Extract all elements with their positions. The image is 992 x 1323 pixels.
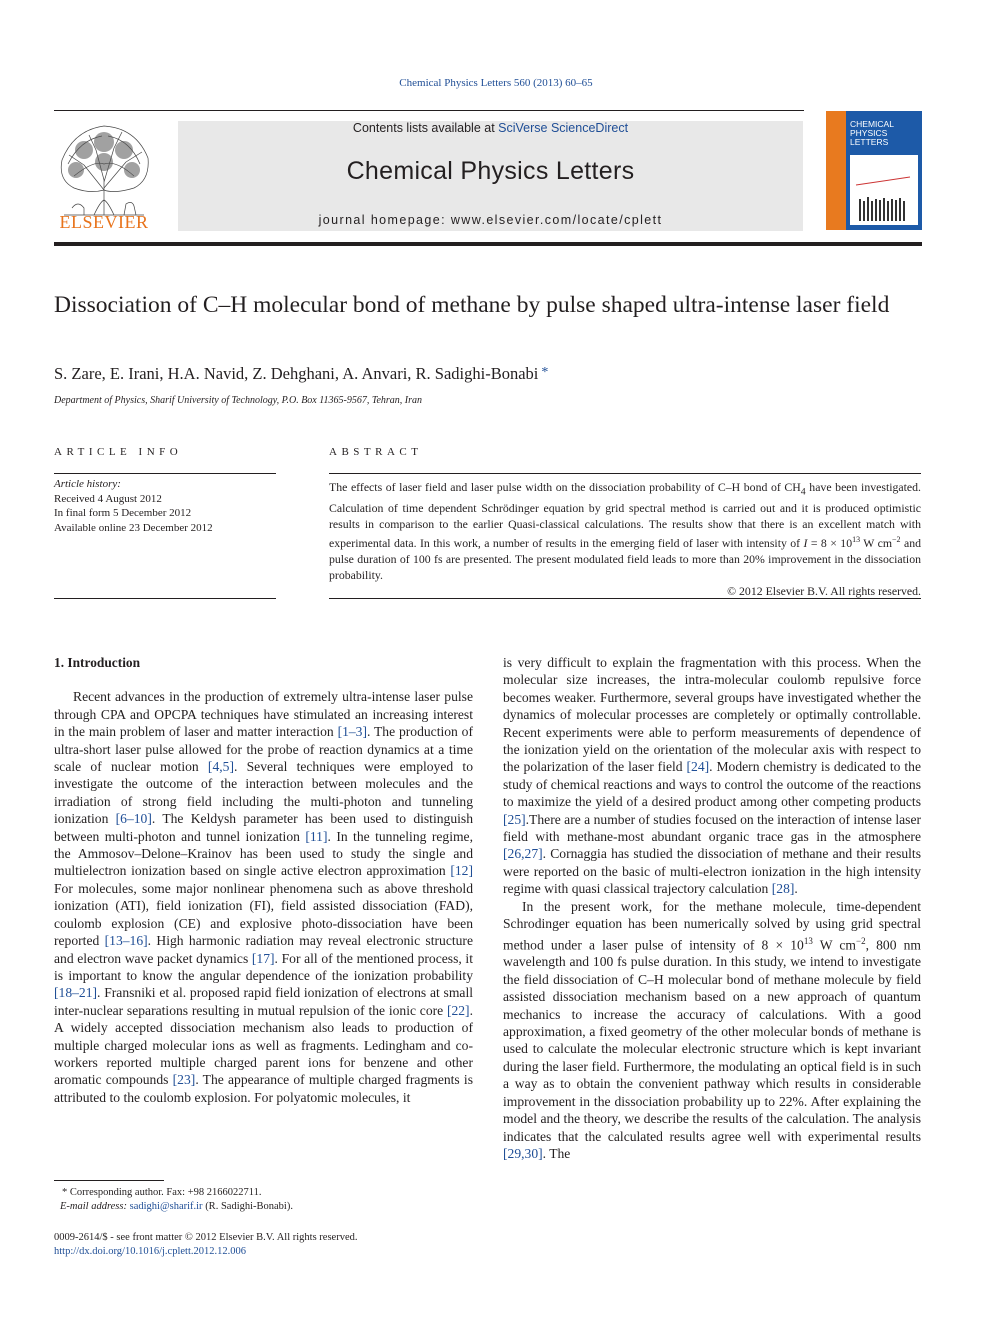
text-run: Recent advances in the production of extremely ultra-intense laser pulse through CPA and OPCPA techniques have stimulated an increasing interest in the main problem of laser and matter interaction bbox=[54, 689, 473, 740]
history-label: Article history: bbox=[54, 478, 121, 490]
article-info-bottom-rule bbox=[54, 598, 276, 599]
text-run: W cm bbox=[812, 937, 857, 953]
abstract-part: and pulse duration of 100 fs are presented. The present modulated field leads to more than 20% improvement in the dissociation probability. bbox=[329, 536, 922, 583]
final-form-date: In final form 5 December 2012 bbox=[54, 507, 192, 519]
text-run: . Several techniques were employed to investigate the outcome of the interaction between molecules and the irradiation of strong field including the multi-photon and tunneling ionization bbox=[54, 759, 473, 827]
publisher-name: ELSEVIER bbox=[59, 212, 149, 232]
reference-link[interactable]: [18–21] bbox=[54, 985, 98, 1001]
intensity-symbol: I bbox=[803, 536, 808, 551]
issn-line: 0009-2614/$ - see front matter © 2012 Elsevier B.V. All rights reserved. bbox=[54, 1232, 358, 1243]
intro-paragraph-2 bbox=[503, 898, 921, 1163]
article-title: Dissociation of C–H molecular bond of methane by pulse shaped ultra-intense laser field bbox=[54, 292, 890, 318]
text-run: is very difficult to explain the fragmentation with this process. When the molecular size increases, the intra-molecular coulomb repulsive force becomes weaker. Furthermore, several groups have investigated whether the dynamics of molecular processes are completely or optimally controllable. Recent experiments were able to perform measurements of dependence of the ionization yield on the orientation of the molecular axis with respect to the polarization of the laser field bbox=[503, 655, 921, 775]
contents-prefix: Contents lists available at bbox=[352, 121, 499, 135]
text-run: . The bbox=[542, 1145, 571, 1161]
subscript: 4 bbox=[800, 486, 806, 498]
contents-line bbox=[178, 121, 803, 135]
reference-link[interactable]: [4,5] bbox=[207, 759, 234, 775]
reference-link[interactable]: [25] bbox=[503, 811, 526, 827]
text-run: . The Keldysh parameter has been used to distinguish between multi-photon and tunnel ionization bbox=[54, 811, 473, 844]
text-run: . High harmonic radiation may reveal electronic structure and electron wave packet dynamics bbox=[54, 933, 473, 966]
text-run: .There are a number of studies focused on the interaction of intense laser field with methane-most abundant organic trace gas in the atmosphere bbox=[503, 811, 921, 845]
online-date: Available online 23 December 2012 bbox=[54, 521, 213, 534]
reference-link[interactable]: [1–3] bbox=[337, 724, 368, 740]
journal-citation[interactable] bbox=[0, 77, 992, 89]
text-run: . The production of ultra-short laser pulse allowed for the probe of reaction dynamics at a time scale of nuclear motion bbox=[54, 724, 473, 775]
page-footer bbox=[54, 1231, 554, 1259]
text-run: . Fransniki et al. proposed rapid field ionization of electrons at small inter-nuclear separations resulting in mutual repulsion of the ionic core bbox=[54, 985, 473, 1018]
article-info-heading: ARTICLE INFO bbox=[54, 446, 183, 458]
text-run: . Modern chemistry is dedicated to the study of chemical reactions and ways to control the outcome of the reactions to maximize the yield of a desired product among other competing products bbox=[503, 759, 921, 810]
intro-heading: 1. Introduction bbox=[54, 655, 141, 670]
text-run: . The appearance of multiple charged fragments is attributed to the coulomb explosion. For polyatomic molecules, it bbox=[54, 1072, 473, 1105]
reference-link[interactable]: [26,27] bbox=[503, 846, 543, 862]
authors-text: S. Zare, E. Irani, H.A. Navid, Z. Dehghani, A. Anvari, R. Sadighi-Bonabi bbox=[54, 364, 539, 383]
cover-figure bbox=[850, 155, 918, 225]
reference-link[interactable]: [24] bbox=[686, 759, 710, 775]
cover-title bbox=[850, 120, 894, 147]
article-info-rule bbox=[54, 473, 276, 474]
cover-title-line: CHEMICAL bbox=[850, 119, 894, 129]
corresponding-info: Corresponding author. Fax: +98 2166022711. bbox=[69, 1187, 262, 1198]
reference-link[interactable]: [17] bbox=[251, 950, 275, 966]
journal-homepage bbox=[178, 213, 803, 227]
abstract-copyright: © 2012 Elsevier B.V. All rights reserved. bbox=[727, 584, 921, 599]
right-column bbox=[503, 654, 921, 1162]
reference-link[interactable]: [29,30] bbox=[503, 1145, 543, 1161]
email-label: E-mail address: bbox=[60, 1201, 130, 1212]
article-history bbox=[54, 477, 276, 535]
sciencedirect-link[interactable]: SciVerse ScienceDirect bbox=[498, 121, 629, 135]
text-run: . For all of the mentioned process, it is important to know the angular dependence of the ionization probability bbox=[54, 950, 473, 983]
left-column bbox=[54, 654, 473, 1106]
intro-paragraph-1-continued bbox=[503, 654, 921, 898]
cover-title-line: PHYSICS bbox=[850, 128, 888, 138]
journal-cover-image bbox=[826, 111, 922, 230]
doi-link[interactable]: http://dx.doi.org/10.1016/j.cplett.2012.12.006 bbox=[54, 1246, 247, 1257]
footnote-mark: * bbox=[62, 1187, 68, 1198]
superscript: −2 bbox=[856, 935, 866, 946]
footnote bbox=[54, 1186, 474, 1214]
affiliation: Department of Physics, Sharif University of Technology, P.O. Box 11365-9567, Tehran, Iran bbox=[54, 395, 423, 406]
abstract-part: = 8 × 10 bbox=[807, 536, 853, 551]
reference-link[interactable]: [12] bbox=[450, 863, 473, 879]
reference-link[interactable]: [23] bbox=[172, 1072, 196, 1088]
homepage-prefix: journal homepage: bbox=[318, 213, 451, 227]
text-run: . bbox=[794, 881, 798, 897]
elsevier-logo bbox=[54, 120, 154, 232]
cover-title-line: LETTERS bbox=[850, 137, 889, 147]
superscript: 13 bbox=[852, 535, 861, 545]
author-list bbox=[54, 364, 548, 384]
text-run: For molecules, some major nonlinear phenomena such as above threshold ionization (ATI), field ionization (FI), field assisted dissociation (FAD), coulomb explosion (CE) and explosive photo-dissociation have been reported bbox=[54, 880, 473, 949]
abstract-part: have been investigated. Calculation of time dependent Schrödinger equation by grid spectral method is carried out and it is produced optimistic results in comparison to the earlier Quasi-classical calculations. The results show that there is an excellent match with experimental data. In this work, a number of results in the emerging field of laser with intensity of bbox=[329, 480, 921, 551]
reference-link[interactable]: [6–10] bbox=[115, 811, 152, 827]
header-rule bbox=[54, 110, 804, 111]
email-owner: (R. Sadighi-Bonabi). bbox=[202, 1201, 293, 1212]
abstract-rule bbox=[329, 473, 921, 474]
cover-side-strip bbox=[826, 111, 846, 230]
abstract-text bbox=[329, 479, 921, 599]
abstract-bottom-rule bbox=[329, 598, 921, 599]
text-run: , 800 nm wavelength and 100 fs pulse duration. In this study, we intend to investigate the field dissociation of C–H molecular bond of methane molecule by field assisted dissociation mechanism based on a new approach of quantum mechanics to increase the accuracy of calculations. With a good approximation, a fixed geometry of the other molecular bonds of methane is used to calculate the molecular electronic structure which is kept invariant during the laser field. Furthermore, the modulating an optical field is in such a way as to obtain the convenient pathway which results in considerable improvement in the dissociation probability up to 22%. After explaining the model and the theory, we describe the results of the calculation. The analysis indicates that the calculated results agree well with experimental results bbox=[503, 937, 921, 1144]
superscript: 13 bbox=[803, 935, 813, 946]
superscript: −2 bbox=[892, 535, 901, 545]
reference-link[interactable]: [22] bbox=[446, 1002, 470, 1018]
abstract-part: The effects of laser field and laser pulse width on the dissociation probability of C–H bond of CH bbox=[329, 480, 801, 494]
received-date: Received 4 August 2012 bbox=[54, 492, 162, 505]
corresponding-author-link[interactable]: * bbox=[541, 365, 549, 380]
email-link[interactable]: sadighi@sharif.ir bbox=[129, 1201, 203, 1212]
text-run: . A widely accepted dissociation mechanism also leads to production of multiple charged molecular ions as well as fragments. Ledingham and co-workers reported multiple charged parent ions for benzene and other aromatic compounds bbox=[54, 1002, 473, 1088]
reference-link[interactable]: [11] bbox=[305, 828, 328, 844]
journal-title: Chemical Physics Letters bbox=[346, 157, 635, 185]
intro-paragraph-1 bbox=[54, 688, 473, 1106]
abstract-part: W cm bbox=[860, 536, 893, 551]
reference-link[interactable]: [28] bbox=[771, 881, 795, 897]
homepage-link[interactable]: www.elsevier.com/locate/cplett bbox=[450, 213, 663, 227]
abstract-heading: ABSTRACT bbox=[329, 446, 423, 458]
text-run: . In the tunneling regime, the Ammosov–Delone–Krainov has been used to study the single and multielectron ionization based on single active electron approximation bbox=[54, 828, 473, 879]
text-run: In the present work, for the methane molecule, time-dependent Schrodinger equation has been numerically solved by using grid spectral method under a laser pulse of intensity of 8 × 10 bbox=[503, 898, 921, 953]
cover-spectrum-icon bbox=[850, 155, 918, 225]
citation-link[interactable]: Chemical Physics Letters 560 (2013) 60–65 bbox=[399, 77, 593, 89]
footnote-rule bbox=[54, 1180, 164, 1181]
reference-link[interactable]: [13–16] bbox=[104, 933, 148, 949]
header-thick-rule bbox=[54, 242, 922, 246]
text-run: . Cornaggia has studied the dissociation of methane and their results were reported on the basic of multi-electron ionization in the high intensity regime with quasi classical trajectory calculation bbox=[503, 846, 921, 897]
